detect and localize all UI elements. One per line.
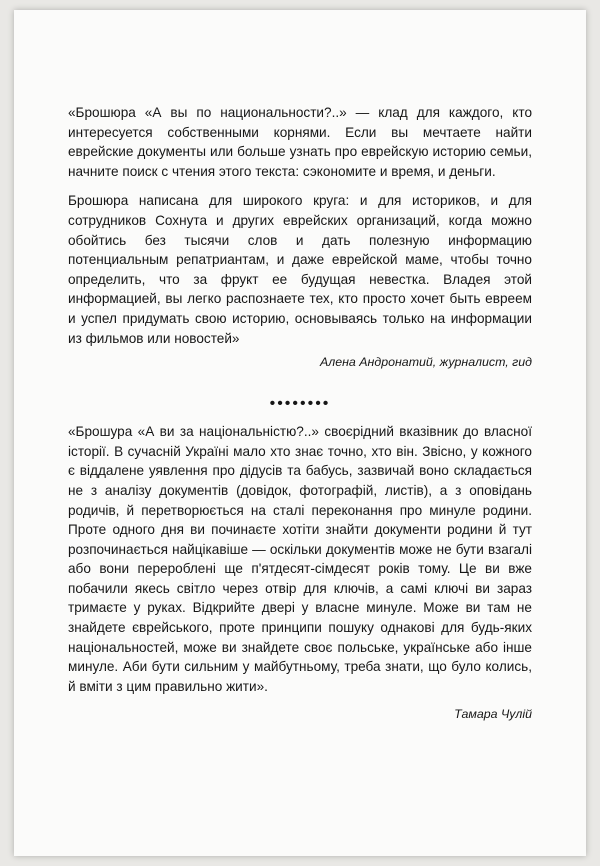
review-paragraph-1: «Брошюра «А вы по национальности?..» — клад для каждого, кто интересуется собственными корнями. Если вы мечтаете найти еврейские документы или больше узнать про еврейскую историю семьи, начните поиск с чтения этого текста: сэкономите и время, и деньги. [68,105,532,179]
review-paragraph-2: Брошюра написана для широкого круга: и для историков, и для сотрудников Сохнута и других еврейских организаций, когда можно обойтись без тысячи слов и дать полезную информацию потенциальным репатриантам, и даже еврейской маме, чтобы точно определить, что за фрукт ее будущая невестка. Владея этой информацией, вы легко распознаете тех, кто просто хочет быть евреем и успел придумать свою историю, основываясь только на информации из фильмов или новостей» [68,193,532,346]
review-paragraph-uk: «Брошура «А ви за національністю?..» своєрідний вказівник до власної історії. В сучасній Україні мало хто знає точно, хто він. Звісно, у кожного є віддалене уявлення про дідусів та бабусь, зазвичай воно складається не з аналізу документів (довідок, фотографій, листів), а з оповідань родичів, й перетворюється на сталі переконання про минуле родини. Проте одного дня ви починаєте хотіти знайти документи родини й тут розпочинається найцікавіше — оскільки документів може не бути взагалі або вони перероблені ще п'ятдесят-сімдесят років тому. Це ви вже побачили якесь світло через отвір для ключів, а самі ключі ви зараз тримаєте у руках. Відкрийте двері у власне минуле. Може ви там не знайдете єврейського, проте принципи пошуку однакові для будь-яких національностей, може ви знайдете своє польське, українське або інше минуле. Аби бути сильним у майбутньому, треба знати, що було колись, й вміти з цим правильно жити». [68,424,532,694]
page-content [68,103,532,722]
review-signature: Алена Андронатий, журналист, гид [319,355,532,370]
ukrainian-review [68,422,532,722]
section-separator-dots: •••••••• [269,395,331,413]
review-signature-uk: Тамара Чулій [454,707,532,722]
russian-review [68,103,532,370]
book-page [14,10,586,856]
